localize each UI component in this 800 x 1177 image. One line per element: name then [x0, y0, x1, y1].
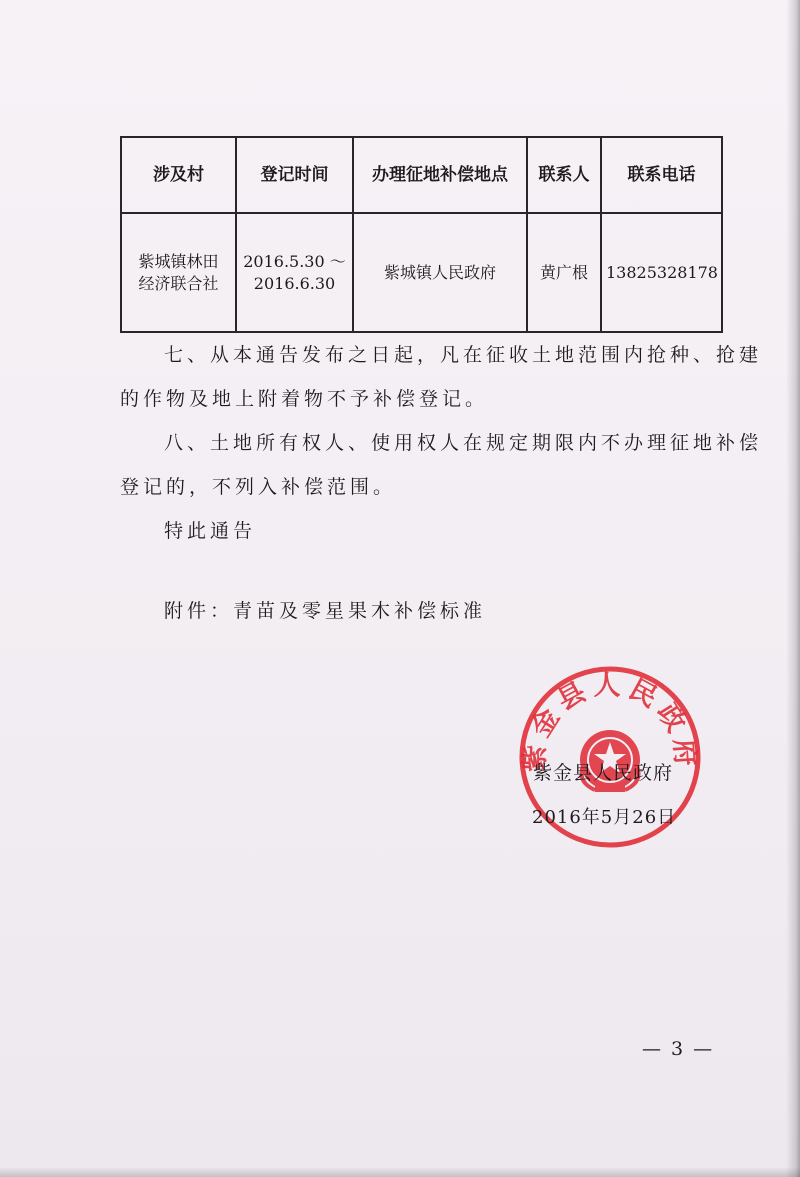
page-number: — 3 —: [642, 1038, 715, 1060]
closing-text: 特此通告: [164, 520, 257, 542]
cell-location: 紫城镇人民政府: [353, 213, 527, 332]
cell-village: [121, 213, 236, 332]
header-time: 登记时间: [236, 137, 353, 213]
header-contact: 联系人: [527, 137, 601, 213]
paragraph-7-line-2: 的作物及地上附着物不予补偿登记。: [120, 388, 489, 410]
scan-bottom-shadow: [0, 1167, 800, 1177]
cell-time: [236, 213, 353, 332]
paragraph-7-line-1: 七、从本通告发布之日起，凡在征收土地范围内抢种、抢建: [164, 344, 763, 366]
registration-table: [120, 136, 723, 333]
header-village: 涉及村: [121, 137, 236, 213]
time-line-2: 2016.6.30: [253, 273, 336, 293]
table-header-row: [121, 137, 722, 213]
village-line-2: 经济联合社: [138, 273, 219, 293]
scan-edge-shadow: [786, 0, 800, 1177]
village-line-1: 紫城镇林田: [138, 251, 219, 271]
table-row: [121, 213, 722, 332]
paragraph-8-line-2: 登记的，不列入补偿范围。: [120, 476, 397, 498]
time-line-1: 2016.5.30 ～: [243, 251, 346, 271]
header-location: 办理征地补偿地点: [353, 137, 527, 213]
cell-contact: 黄广根: [527, 213, 601, 332]
attachment-text: 附件：青苗及零星果木补偿标准: [164, 600, 487, 622]
header-phone: 联系电话: [601, 137, 722, 213]
seal-text: 紫金县人民政府: [519, 670, 701, 774]
signature-organization: 紫金县人民政府: [533, 762, 674, 784]
cell-phone: 13825328178: [601, 213, 722, 332]
paragraph-8-line-1: 八、土地所有权人、使用权人在规定期限内不办理征地补偿: [164, 432, 763, 454]
signature-date: 2016年5月26日: [532, 807, 677, 828]
